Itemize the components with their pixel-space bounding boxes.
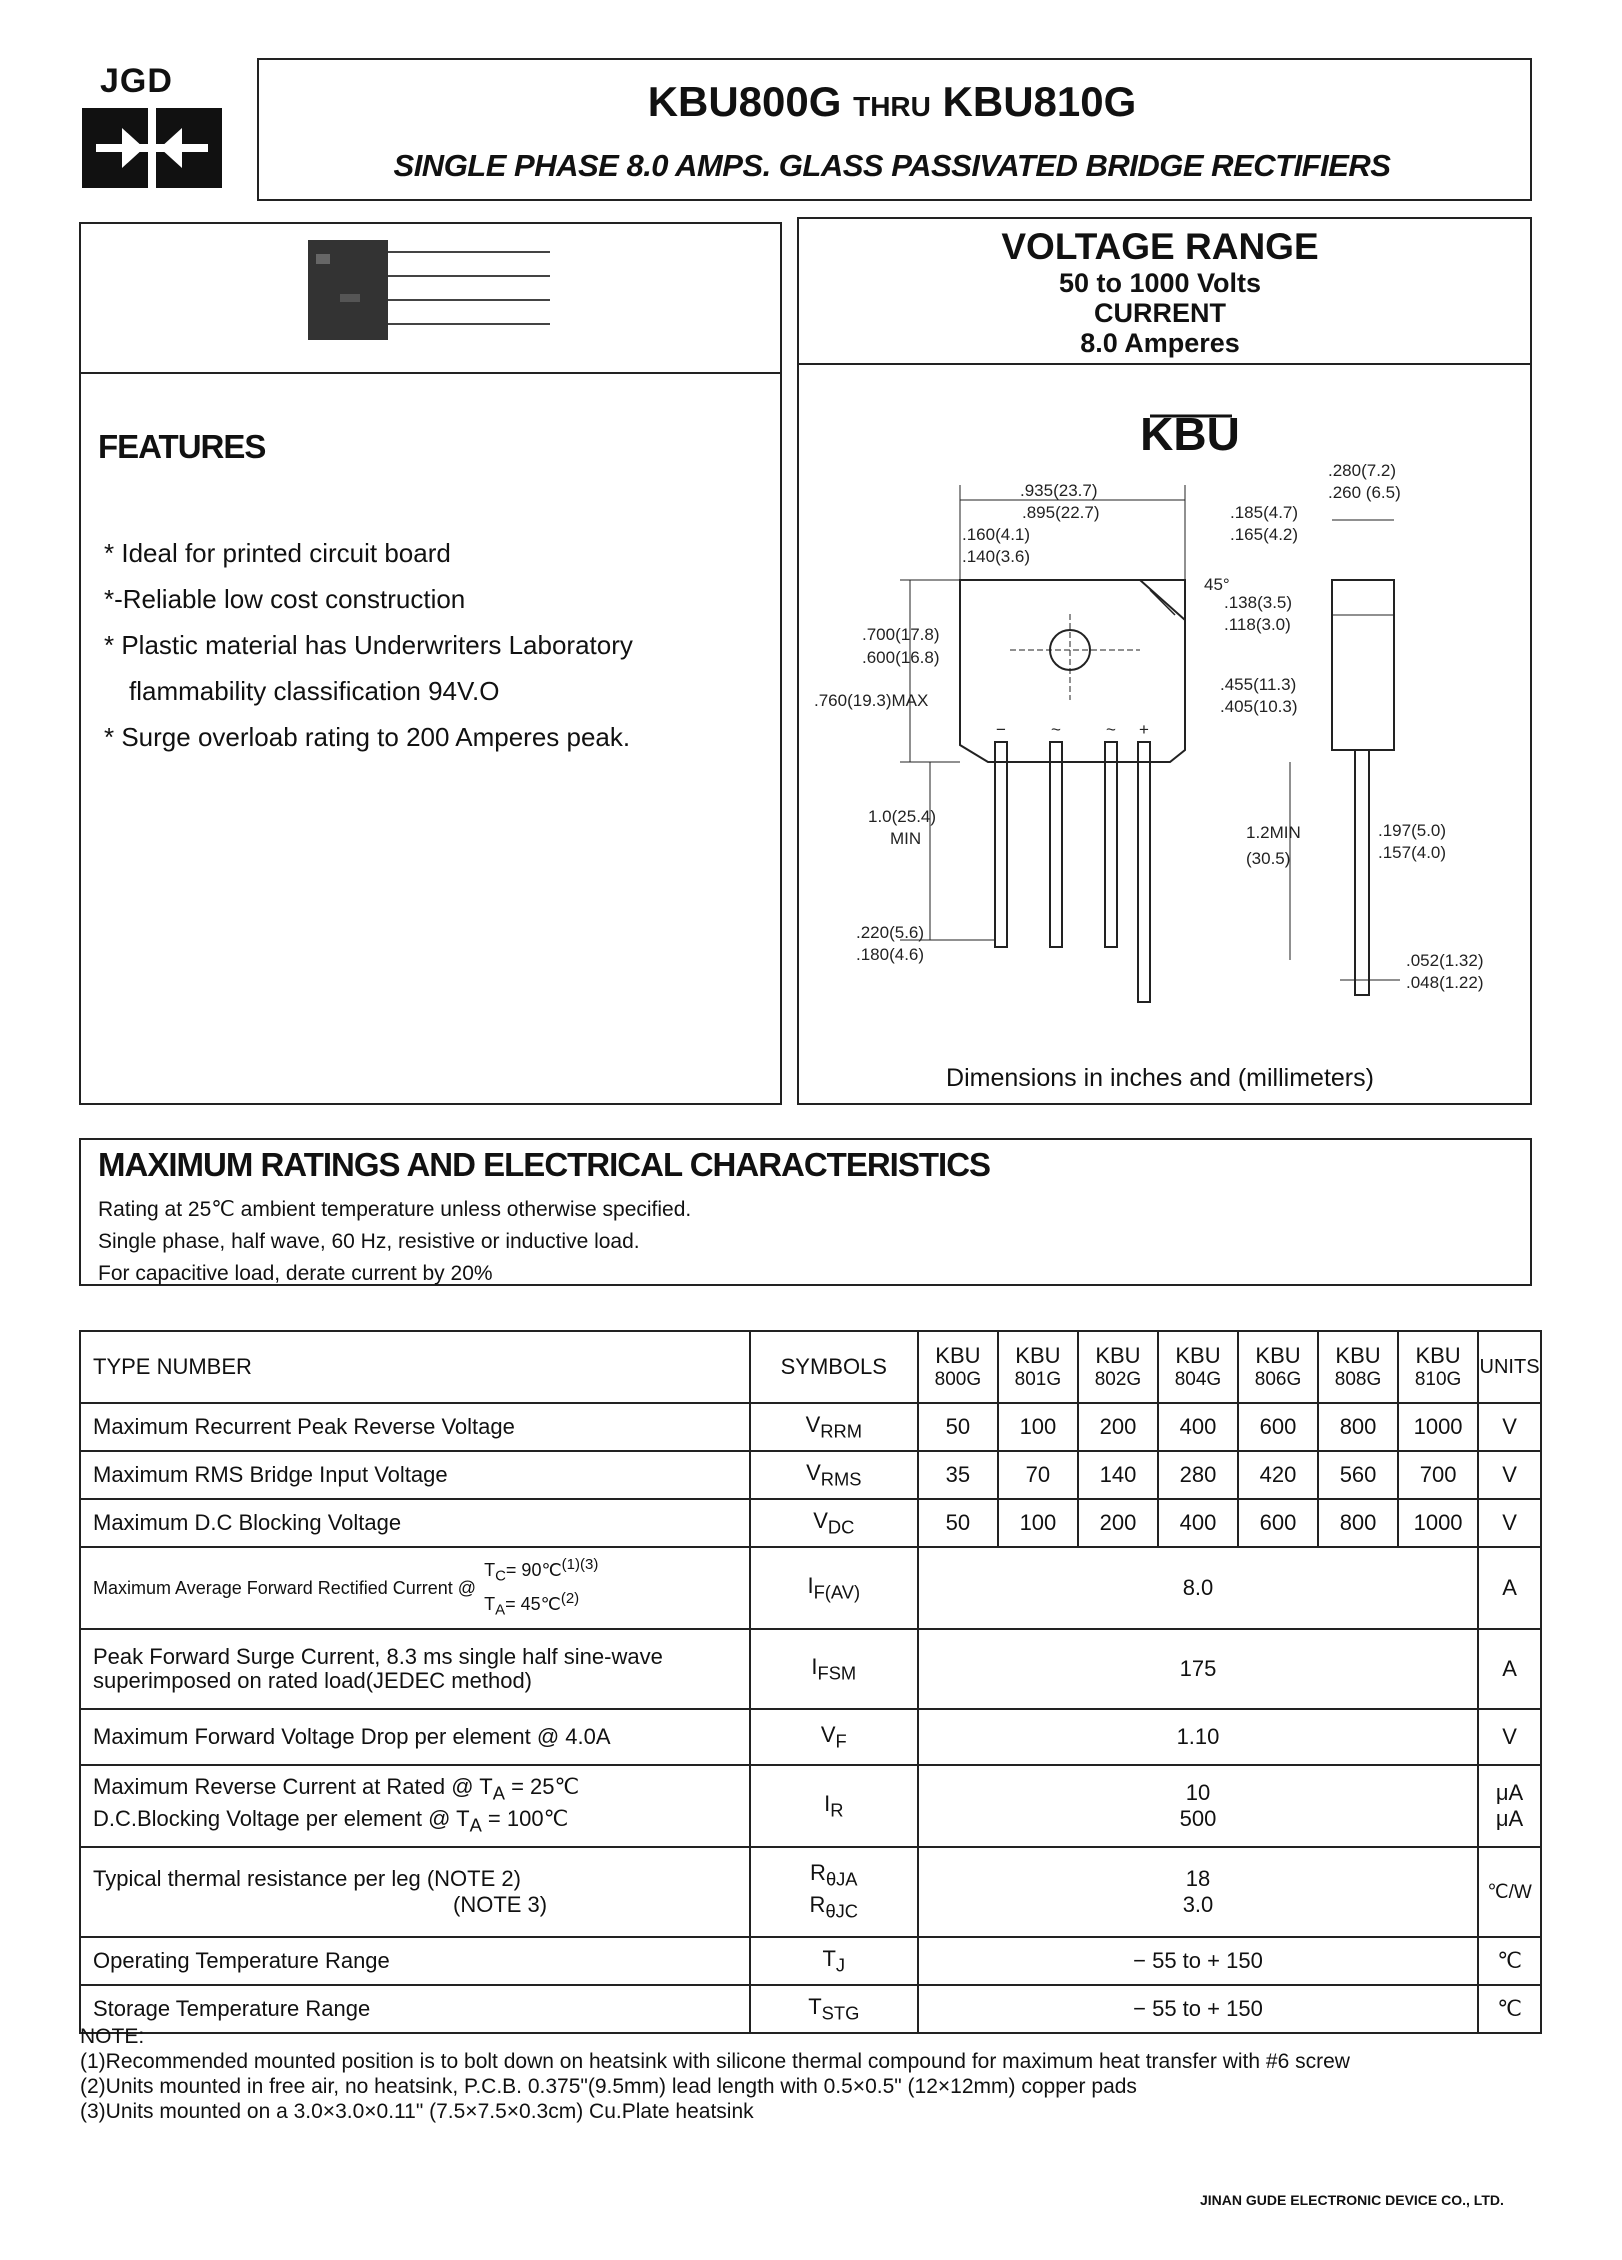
current-label: CURRENT xyxy=(1094,298,1226,328)
dim-label: .280(7.2) xyxy=(1328,461,1397,480)
note-item: (1)Recommended mounted position is to bolt down on heatsink with silicone thermal compound for maximum heat transfer with #6 screw xyxy=(80,2050,1350,2073)
dim-label: .935(23.7) xyxy=(1020,481,1098,500)
dim-label: (30.5) xyxy=(1246,849,1291,868)
dim-label: .140(3.6) xyxy=(962,547,1031,566)
dim-label: MIN xyxy=(890,829,922,848)
dim-label: .700(17.8) xyxy=(862,625,940,644)
dim-label: 1.2MIN xyxy=(1246,823,1301,842)
ratings-notes xyxy=(98,1194,691,1290)
dim-label: .185(4.7) xyxy=(1230,503,1299,522)
model-header: KBU 806G xyxy=(1238,1331,1318,1403)
model-header: KBU 800G xyxy=(918,1331,998,1403)
package-name: KBU xyxy=(1140,408,1240,460)
table-row: Peak Forward Surge Current, 8.3 ms single half sine-wave superimposed on rated load(JEDEC method) $I_{FSM}$ 175 A xyxy=(80,1629,1541,1709)
model-header: KBU 808G xyxy=(1318,1331,1398,1403)
note-item: (2)Units mounted in free air, no heatsink, P.C.B. 0.375"(9.5mm) lead length with 0.5×0.5" (12×12mm) copper pads xyxy=(80,2075,1137,2098)
dim-label: .118(3.0) xyxy=(1224,615,1291,634)
dim-label: .895(22.7) xyxy=(1022,503,1100,522)
type-number-header: TYPE NUMBER xyxy=(80,1331,750,1403)
dim-label: .048(1.22) xyxy=(1406,973,1484,992)
current-value: 8.0 Amperes xyxy=(1080,328,1240,358)
part-to: KBU810G xyxy=(942,78,1137,125)
pin-label: ~ xyxy=(1051,720,1061,739)
dim-label: .180(4.6) xyxy=(856,945,925,964)
table-row: Storage Temperature Range $T_{STG}$ − 55 to + 150 ℃ xyxy=(80,1985,1541,2033)
dim-label: .052(1.32) xyxy=(1406,951,1484,970)
table-row: Maximum D.C Blocking Voltage $V_{DC}$ 50 100 200 400 600 800 1000 V xyxy=(80,1499,1541,1547)
features-list xyxy=(104,530,633,760)
note-item: (3)Units mounted on a 3.0×3.0×0.11" (7.5×7.5×0.3cm) Cu.Plate heatsink xyxy=(80,2100,754,2123)
pin-label: ~ xyxy=(1106,720,1116,739)
table-row: Maximum Forward Voltage Drop per element @ 4.0A $V_F$ 1.10 V xyxy=(80,1709,1541,1765)
characteristics-table xyxy=(79,1330,1542,2034)
voltage-divider xyxy=(797,363,1532,365)
dimensions-note: Dimensions in inches and (millimeters) xyxy=(946,1064,1374,1092)
dim-label: .260 (6.5) xyxy=(1328,483,1401,502)
dim-label: .138(3.5) xyxy=(1224,593,1293,612)
logo-mark xyxy=(82,108,222,188)
table-row: Typical thermal resistance per leg (NOTE 2) (NOTE 3) $R_{\theta JA}$ $R_{\theta JC}$ 18 3.0 ℃/W xyxy=(80,1847,1541,1937)
symbols-header: SYMBOLS xyxy=(750,1331,918,1403)
table-row: Maximum Recurrent Peak Reverse Voltage $V_{RRM}$ 50 100 200 400 600 800 1000 V xyxy=(80,1403,1541,1451)
units-header: UNITS xyxy=(1478,1331,1541,1403)
dim-label: .760(19.3)MAX xyxy=(814,691,929,710)
page-subtitle: SINGLE PHASE 8.0 AMPS. GLASS PASSIVATED BRIDGE RECTIFIERS xyxy=(393,148,1391,183)
table-row: Maximum Reverse Current at Rated @ $T_A$ = 25℃ D.C.Blocking Voltage per element @ $T_A$ = 100℃ $I_R$ 10 500 μA μA xyxy=(80,1765,1541,1847)
model-header: KBU 801G xyxy=(998,1331,1078,1403)
dim-label: 1.0(25.4) xyxy=(868,807,937,826)
dim-label: .600(16.8) xyxy=(862,648,940,667)
dim-label: .160(4.1) xyxy=(962,525,1031,544)
table-row: Maximum RMS Bridge Input Voltage $V_{RMS}$ 35 70 140 280 420 560 700 V xyxy=(80,1451,1541,1499)
feature-item: flammability classification 94V.O xyxy=(129,676,500,706)
dim-label: .405(10.3) xyxy=(1220,697,1298,716)
dim-label: 45° xyxy=(1204,575,1230,594)
table-row: Operating Temperature Range $T_J$ − 55 to + 150 ℃ xyxy=(80,1937,1541,1985)
dimension-diagram xyxy=(800,400,1530,1020)
part-from: KBU800G xyxy=(647,78,842,125)
ratings-title: MAXIMUM RATINGS AND ELECTRICAL CHARACTERISTICS xyxy=(98,1146,991,1183)
model-header: KBU 804G xyxy=(1158,1331,1238,1403)
table-header-row xyxy=(80,1331,1541,1403)
dim-label: .455(11.3) xyxy=(1220,675,1297,694)
model-header: KBU 810G xyxy=(1398,1331,1478,1403)
feature-item: * Surge overloab rating to 200 Amperes peak. xyxy=(104,722,631,752)
voltage-range xyxy=(800,226,1520,358)
dim-label: .197(5.0) xyxy=(1378,821,1447,840)
rating-note: For capacitive load, derate current by 20% xyxy=(98,1262,493,1285)
notes xyxy=(80,2024,1350,2124)
thru-word: THRU xyxy=(853,91,931,122)
pin-label: − xyxy=(996,720,1006,739)
feature-item: * Ideal for printed circuit board xyxy=(104,538,451,568)
footer-company: JINAN GUDE ELECTRONIC DEVICE CO., LTD. xyxy=(1200,2192,1504,2208)
dim-label: .157(4.0) xyxy=(1378,843,1447,862)
product-photo xyxy=(300,234,560,344)
pin-label: + xyxy=(1139,720,1149,739)
rating-note: Single phase, half wave, 60 Hz, resistive or inductive load. xyxy=(98,1230,640,1253)
feature-item: *-Reliable low cost construction xyxy=(104,584,466,614)
features-divider xyxy=(79,372,782,374)
dim-label: .165(4.2) xyxy=(1230,525,1299,544)
dim-label: .220(5.6) xyxy=(856,923,925,942)
features-title: FEATURES xyxy=(98,428,266,465)
table-row: Maximum Average Forward Rectified Current @ $T_C=$ 90℃$^{(1)(3)}$ $T_A=$ 45℃$^{(2)}$ $I_{F(AV)}$ 8.0 A xyxy=(80,1547,1541,1629)
rating-note: Rating at 25℃ ambient temperature unless otherwise specified. xyxy=(98,1198,692,1221)
voltage-range-value: 50 to 1000 Volts xyxy=(1058,268,1262,298)
notes-title: NOTE: xyxy=(80,2025,145,2048)
model-header: KBU 802G xyxy=(1078,1331,1158,1403)
voltage-title: VOLTAGE RANGE xyxy=(1001,226,1319,267)
feature-item: * Plastic material has Underwriters Laboratory xyxy=(104,630,633,660)
logo-text: JGD xyxy=(100,62,173,100)
page-title xyxy=(262,78,1522,126)
